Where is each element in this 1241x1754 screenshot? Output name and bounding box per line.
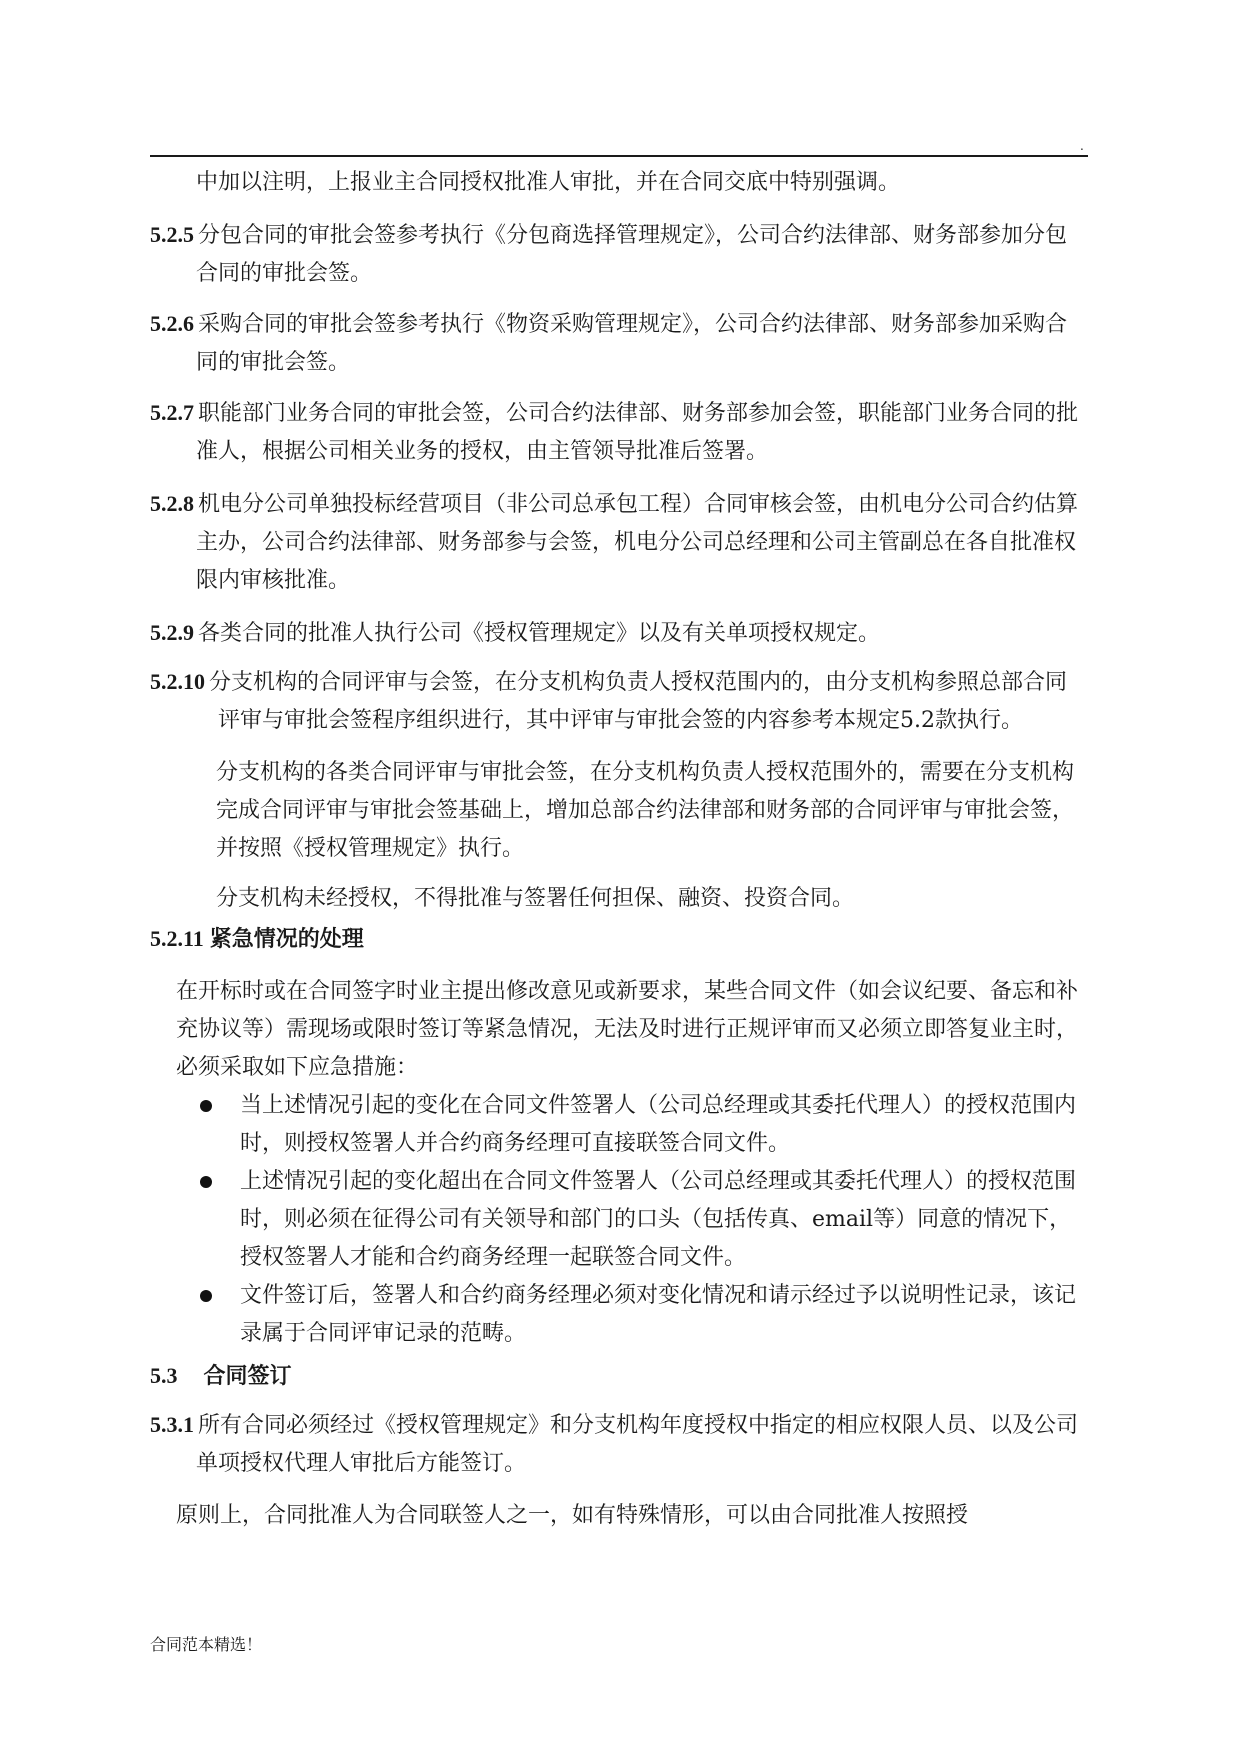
clause-text: 采购合同的审批会签参考执行《物资采购管理规定》，公司合约法律部、财务部参加采购合同的审批会签。 (196, 312, 1068, 375)
list-item (150, 1087, 1088, 1163)
clause-5-2-7 (150, 394, 1088, 471)
clause-number: 5.2.9 (150, 620, 194, 645)
closing-paragraph: 原则上，合同批准人为合同联签人之一，如有特殊情形，可以由合同批准人按照授 (176, 1503, 969, 1528)
list-item (150, 1163, 1088, 1277)
section-heading-5-2-11 (150, 920, 1088, 959)
clause-5-2-10 (150, 663, 1088, 740)
bullet-text: 上述情况引起的变化超出在合同文件签署人（公司总经理或其委托代理人）的授权范围时，则必须在征得公司有关领导和部门的口头（包括传真、email等）同意的情况下，授权签署人才能和合约商务经理一起联签合同文件。 (240, 1169, 1077, 1270)
clause-5-2-10-paragraph: 分支机构未经授权，不得批准与签署任何担保、融资、投资合同。 (216, 886, 855, 911)
clause-5-3-1 (150, 1406, 1088, 1483)
section-title: 紧急情况的处理 (209, 927, 364, 952)
bullet-icon (200, 1290, 212, 1302)
clause-5-2-10-paragraph: 分支机构的各类合同评审与审批会签，在分支机构负责人授权范围外的，需要在分支机构完成合同评审与审批会签基础上，增加总部合约法律部和财务部的合同评审与审批会签，并按照《授权管理规定》执行。 (216, 760, 1075, 861)
list-item (150, 1277, 1088, 1353)
clause-text: 机电分公司单独投标经营项目（非公司总承包工程）合同审核会签，由机电分公司合约估算主办，公司合约法律部、财务部参与会签，机电分公司总经理和公司主管副总在各自批准权限内审核批准。 (196, 492, 1079, 593)
clause-text: 职能部门业务合同的审批会签，公司合约法律部、财务部参加会签，职能部门业务合同的批准人，根据公司相关业务的授权，由主管领导批准后签署。 (196, 401, 1079, 464)
footer-text: 合同范本精选！ (150, 1635, 263, 1654)
clause-number: 5.3.1 (150, 1412, 194, 1437)
clause-5-2-5 (150, 216, 1088, 293)
clause-number: 5.2.10 (150, 669, 205, 694)
section-number: 5.3 (150, 1363, 178, 1388)
bullet-icon (200, 1100, 212, 1112)
clause-number: 5.2.7 (150, 400, 194, 425)
section-5-2-11-intro: 在开标时或在合同签字时业主提出修改意见或新要求，某些合同文件（如会议纪要、备忘和补充协议等）需现场或限时签订等紧急情况，无法及时进行正规评审而又必须立即答复业主时，必须采取如下应急措施： (176, 979, 1079, 1080)
clause-5-2-6 (150, 305, 1088, 382)
clause-list (150, 216, 1088, 1535)
clause-text: 各类合同的批准人执行公司《授权管理规定》以及有关单项授权规定。 (198, 621, 881, 646)
continuation-paragraph: 中加以注明，上报业主合同授权批准人审批，并在合同交底中特别强调。 (196, 170, 901, 195)
clause-5-2-9 (150, 614, 1088, 653)
section-number: 5.2.11 (150, 926, 204, 951)
header-rule (150, 155, 1088, 157)
bullet-text: 文件签订后，签署人和合约商务经理必须对变化情况和请示经过予以说明性记录，该记录属于合同评审记录的范畴。 (240, 1283, 1077, 1346)
bullet-text: 当上述情况引起的变化在合同文件签署人（公司总经理或其委托代理人）的授权范围内时，则授权签署人并合约商务经理可直接联签合同文件。 (240, 1093, 1077, 1156)
clause-5-2-8 (150, 485, 1088, 600)
clause-text: 分支机构的合同评审与会签，在分支机构负责人授权范围内的，由分支机构参照总部合同评审与审批会签程序组织进行，其中评审与审批会签的内容参考本规定5.2款执行。 (209, 670, 1068, 733)
page-content (150, 160, 1088, 1535)
clause-number: 5.2.6 (150, 311, 194, 336)
emergency-measures-list (150, 1087, 1088, 1353)
clause-text: 所有合同必须经过《授权管理规定》和分支机构年度授权中指定的相应权限人员、以及公司单项授权代理人审批后方能签订。 (196, 1413, 1079, 1476)
bullet-icon (200, 1176, 212, 1188)
clause-number: 5.2.5 (150, 222, 194, 247)
header-dot: . (1080, 139, 1084, 153)
clause-text: 分包合同的审批会签参考执行《分包商选择管理规定》，公司合约法律部、财务部参加分包合同的审批会签。 (196, 223, 1068, 286)
section-heading-5-3 (150, 1357, 1088, 1396)
clause-number: 5.2.8 (150, 491, 194, 516)
section-title: 合同签订 (203, 1364, 292, 1389)
